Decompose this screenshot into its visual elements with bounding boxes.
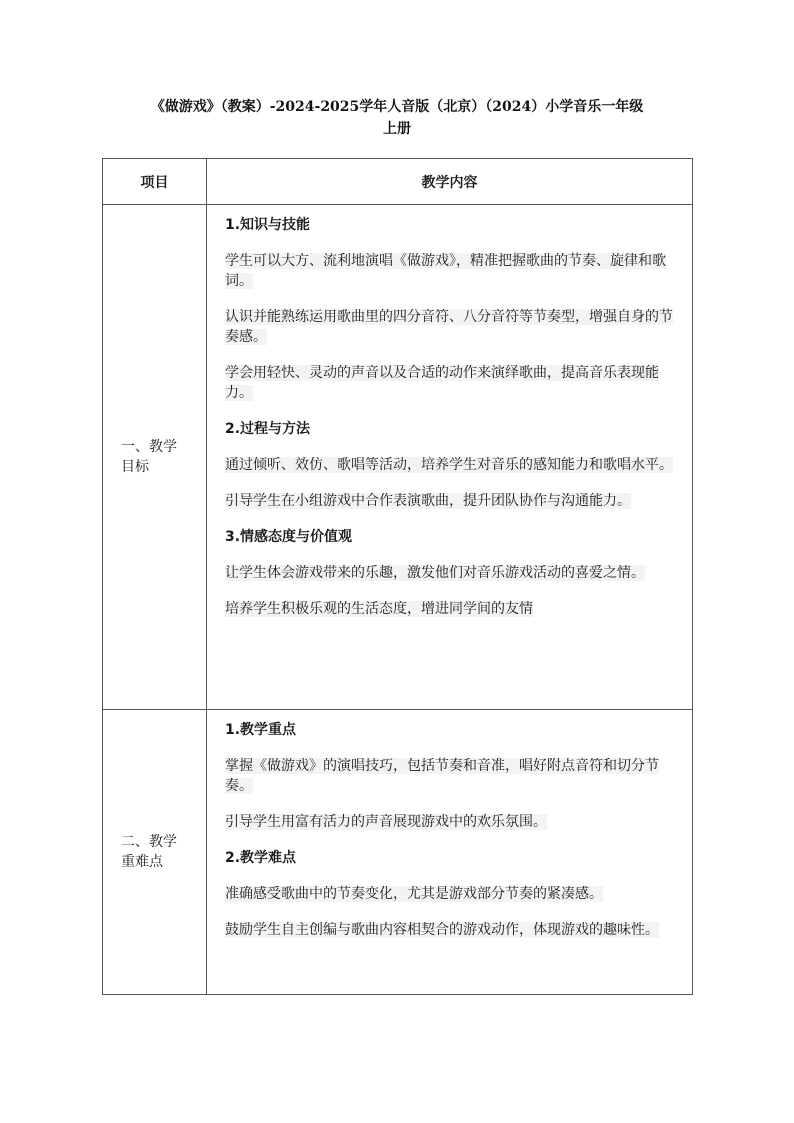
section-label-line: 目标 [121,459,149,475]
paragraph: 培养学生积极乐观的生活态度，增进同学间的友情 [225,601,533,617]
section-objectives-row [103,205,693,710]
paragraph: 认识并能熟练运用歌曲里的四分音符、八分音符等节奏型，增强自身的节奏感。 [225,309,673,345]
document-title-line2: 上册 [383,121,411,137]
section-objectives-content [207,205,693,710]
paragraph: 让学生体会游戏带来的乐趣，激发他们对音乐游戏活动的喜爱之情。 [225,565,645,581]
section-label-line: 二、教学 [121,834,177,850]
lesson-plan-table [102,158,693,995]
section-keypoints-row [103,710,693,995]
paragraph: 掌握《做游戏》的演唱技巧，包括节奏和音准，唱好附点音符和切分节奏。 [225,758,659,794]
header-item: 项目 [103,159,207,205]
paragraph: 准确感受歌曲中的节奏变化，尤其是游戏部分节奏的紧凑感。 [225,886,603,902]
section-keypoints-label [103,710,207,995]
group-heading: 3.情感态度与价值观 [225,529,353,545]
paragraph: 通过倾听、效仿、歌唱等活动，培养学生对音乐的感知能力和歌唱水平。 [225,457,673,473]
paragraph: 引导学生用富有活力的声音展现游戏中的欢乐氛围。 [225,814,547,830]
document-title-line1: 《做游戏》（教案）-2024-2025学年人音版（北京）（2024）小学音乐一年级 [150,99,644,115]
section-objectives-label [103,205,207,710]
paragraph: 引导学生在小组游戏中合作表演歌曲，提升团队协作与沟通能力。 [225,493,631,509]
section-label-line: 重难点 [121,854,163,870]
paragraph: 学生可以大方、流利地演唱《做游戏》，精准把握歌曲的节奏、旋律和歌词。 [225,253,666,289]
group-heading: 2.教学难点 [225,850,297,866]
document-title [100,96,694,140]
group-heading: 1.知识与技能 [225,217,311,233]
section-keypoints-content [207,710,693,995]
group-heading: 2.过程与方法 [225,421,311,437]
paragraph: 鼓励学生自主创编与歌曲内容相契合的游戏动作，体现游戏的趣味性。 [225,922,659,938]
paragraph: 学会用轻快、灵动的声音以及合适的动作来演绎歌曲，提高音乐表现能力。 [225,365,659,401]
header-content: 教学内容 [207,159,693,205]
table-header-row [103,159,693,205]
section-label-line: 一、教学 [121,439,177,455]
group-heading: 1.教学重点 [225,722,297,738]
